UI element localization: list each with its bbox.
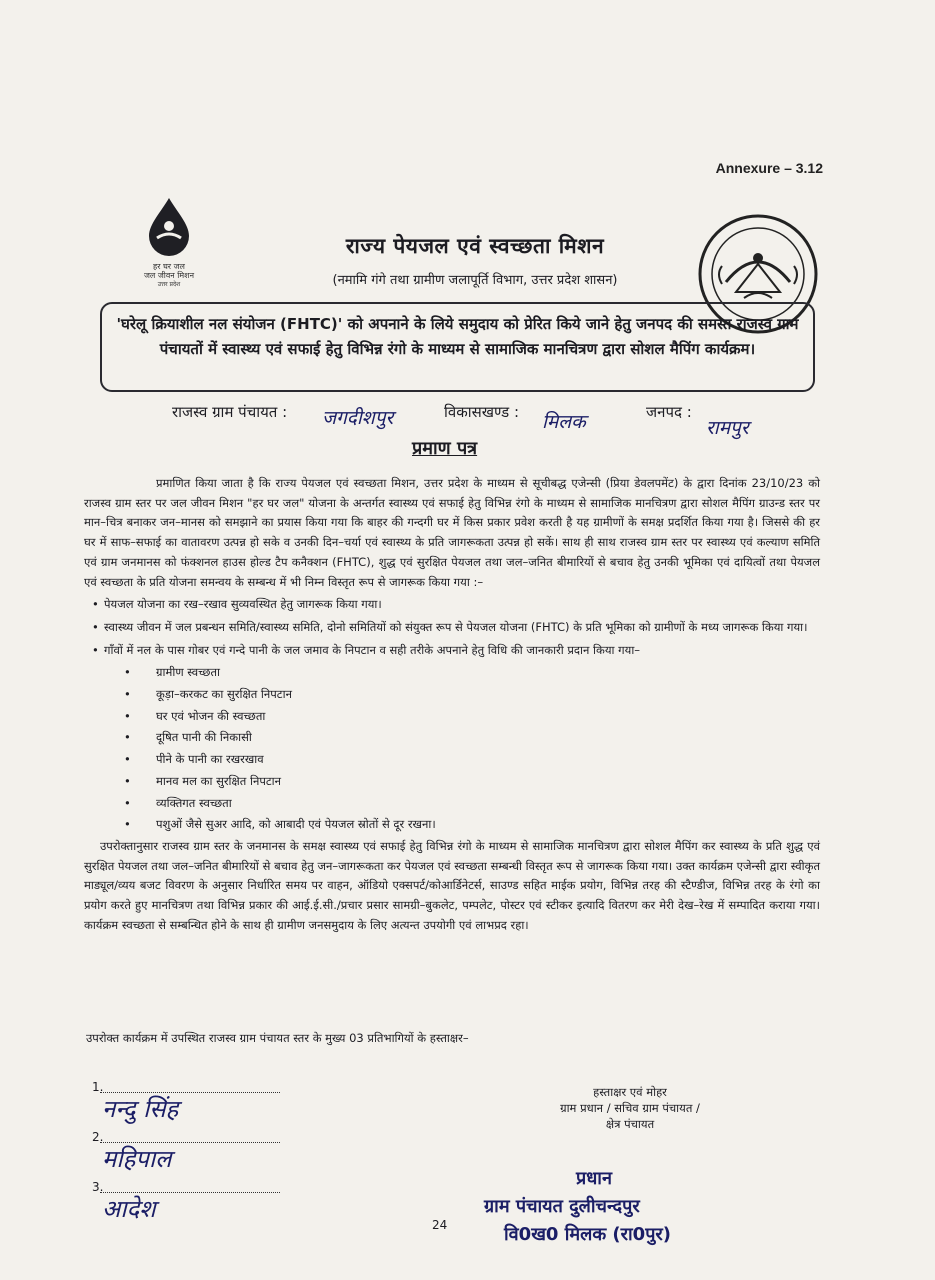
sub-item: • पशुओं जैसे सुअर आदि, को आबादी एवं पेयजल स्रोतों से दूर रखना। (124, 815, 820, 835)
vikaskhand-value: मिलक (542, 411, 586, 433)
stamp-line-3: वि0ख0 मिलक (रा0पुर) (504, 1224, 672, 1245)
awareness-bullets (84, 595, 820, 660)
signature-name: नन्दु सिंह (102, 1095, 179, 1123)
signature-name: महिपाल (102, 1145, 172, 1173)
org-title: राज्य पेयजल एवं स्वच्छता मिशन (345, 234, 605, 258)
org-subtitle: (नमामि गंगे तथा ग्रामीण जलापूर्ति विभाग, उत्तर प्रदेश शासन) (332, 273, 618, 288)
water-drop-icon (139, 196, 199, 258)
signature-number: 1. (92, 1080, 104, 1094)
signature-number: 2. (92, 1130, 104, 1144)
signature-row (92, 1180, 292, 1230)
stamp-line-2: ग्राम पंचायत दुलीचन्दपुर (484, 1196, 640, 1217)
bullet-item: • पेयजल योजना का रख–रखाव सुव्यवस्थित हेतु जागरूक किया गया। (92, 595, 820, 615)
gram-panchayat-value: जगदीशपुर (322, 407, 394, 429)
signature-and-seal-label: हस्ताक्षर एवं मोहर (593, 1085, 667, 1099)
bullet-item: • स्वास्थ्य जीवन में जल प्रबन्धन समिति/स्वास्थ्य समिति, दोनो समितियों को संयुक्त रूप से पेयजल योजना (FHTC) के प्रति भूमिका को ग्रामीणों के मध्य जागरूक किया गया। (92, 618, 820, 638)
signature-row (92, 1130, 292, 1180)
sub-item: • कूड़ा–करकट का सुरक्षित निपटान (124, 685, 820, 705)
body-paragraph-1: प्रमाणित किया जाता है कि राज्य पेयजल एवं स्वच्छता मिशन, उत्तर प्रदेश के माध्यम से सूचीबद्ध एजेन्सी (प्रिया डेवलपमेंट) के द्वारा दिनांक 23/10/23 को राजस्व ग्राम स्तर पर जल जीवन मिशन "हर घर जल" योजना के अन्तर्गत स्वास्थ्य एवं सफाई हेतु विभिन्न रंगो के माध्यम से सामाजिक मानचित्रण द्वारा सोशल मैपिंग ग्राउन्ड स्तर पर मान–चित्र बनाकर जन–मानस को समझाने का प्रयास किया गया कि बाहर की गन्दगी घर में किस प्रकार प्रवेश करती है यह ग्रामीणों के समक्ष प्रदर्शित किया गया है। जिससे की हर घर में साफ–सफाई का वातावरण उत्पन्न हो सके व उनकी दिन–चर्या एवं स्वास्थ्य के प्रति जागरूकता उत्पन्न हो सकें। साथ ही साथ राजस्व ग्राम स्तर पर स्वास्थ्य एवं कल्याण समिति एवं ग्राम जनमानस को फंक्शनल हाउस होल्ड टैप कनैक्शन (FHTC), शुद्ध एवं सुरक्षित पेयजल तथा जल–जनित बीमारियों से बचाव हेतु उनकी भूमिका एवं दायित्वों तथा पेयजल एवं स्वच्छता के प्रति योजना समन्वय के सम्बन्ध में भी निम्न विस्तृत रूप से जागरूक किया गया :– (84, 476, 820, 589)
sub-item: • दूषित पानी की निकासी (124, 728, 820, 748)
page-number: 24 (432, 1218, 448, 1232)
sub-item: • ग्रामीण स्वच्छता (124, 663, 820, 683)
pradhan-signature-block (530, 1084, 730, 1132)
sub-item: • घर एवं भोजन की स्वच्छता (124, 707, 820, 727)
har-ghar-jal-logo (128, 196, 210, 289)
participants-signature-intro: उपरोक्त कार्यक्रम में उपस्थित राजस्व ग्राम पंचायत स्तर के मुख्य 03 प्रतिभागियों के हस्ताक्षर– (86, 1031, 469, 1045)
stamp-line-1: प्रधान (576, 1168, 612, 1189)
janpad-value: रामपुर (706, 417, 749, 439)
logo-caption-2: जल जीवन मिशन (143, 271, 195, 280)
pradhan-stamp (484, 1165, 724, 1249)
certificate-title: प्रमाण पत्र (412, 438, 478, 459)
logo-caption-1: हर घर जल (153, 262, 185, 271)
bullet-item: • गाँवों में नल के पास गोबर एवं गन्दे पानी के जल जमाव के निपटान व सही तरीके अपनाने हेतु विधि की जानकारी प्रदान किया गया– (92, 641, 820, 661)
signature-row (92, 1080, 292, 1130)
gram-panchayat-label: राजस्व ग्राम पंचायत : (172, 403, 288, 421)
signatory-designation-2: क्षेत्र पंचायत (605, 1117, 655, 1131)
janpad-label: जनपद : (646, 403, 692, 421)
certificate-body (84, 474, 820, 935)
program-title-box: 'घरेलू क्रियाशील नल संयोजन (FHTC)' को अपनाने के लिये समुदाय को प्रेरित किये जाने हेतु जनपद की समस्त राजस्व ग्राम पंचायतों में स्वास्थ्य एवं सफाई हेतु विभिन्न रंगो के माध्यम से सामाजिक मानचित्रण द्वारा सोशल मैपिंग कार्यक्रम। (100, 302, 815, 392)
sub-item: • पीने के पानी का रखरखाव (124, 750, 820, 770)
org-heading (260, 232, 690, 288)
signature-name: आदेश (102, 1195, 156, 1223)
sub-item: • व्यक्तिगत स्वच्छता (124, 794, 820, 814)
logo-caption-3: उत्तर प्रदेश (157, 281, 181, 288)
annexure-label: Annexure – 3.12 (715, 160, 823, 176)
vikaskhand-label: विकासखण्ड : (444, 403, 520, 421)
participant-signatures (92, 1080, 292, 1230)
signature-number: 3. (92, 1180, 104, 1194)
sanitation-sub-list (124, 663, 820, 835)
body-paragraph-2: उपरोक्तानुसार राजस्व ग्राम स्तर के जनमानस के समक्ष स्वास्थ्य एवं सफाई हेतु विभिन्न रंगो के माध्यम से सामाजिक मानचित्रण द्वारा सोशल मैपिंग कर स्वास्थ्य के प्रति शुद्ध एवं सुरक्षित पेयजल तथा जल–जनित बीमारियों से बचाव हेतु जन–जागरूकता कर पेयजल एवं स्वच्छता सम्बन्धी विस्तृत रूप से जागरूक किया गया। उक्त कार्यक्रम एजेन्सी द्वारा स्वीकृत माड्यूल/व्यय बजट विवरण के अनुसार निर्धारित समय पर वाहन, ऑडियो एक्सपर्ट/कोआर्डिनेटर्स, साउण्ड सहित माईक प्रयोग, विभिन्न तरह की स्टैण्डीज, विभिन्न तरह के रंगो का प्रयोग करते हुए मानचित्रण तथा विभिन्न प्रकार की आई.ई.सी./प्रचार प्रसार सामग्री–बुकलेट, पम्पलेट, पोस्टर एवं स्टीकर इत्यादि वितरण कर मेरी देख–रेख में सम्पादित कराया गया। कार्यक्रम स्वच्छता से सम्बन्धित होने के साथ ही ग्रामीण जनसमुदाय के लिए अत्यन्त उपयोगी एवं लाभप्रद रहा। (84, 838, 820, 932)
sub-item: • मानव मल का सुरक्षित निपटान (124, 772, 820, 792)
location-fields (172, 402, 822, 438)
signatory-designation: ग्राम प्रधान / सचिव ग्राम पंचायत / (560, 1101, 700, 1115)
